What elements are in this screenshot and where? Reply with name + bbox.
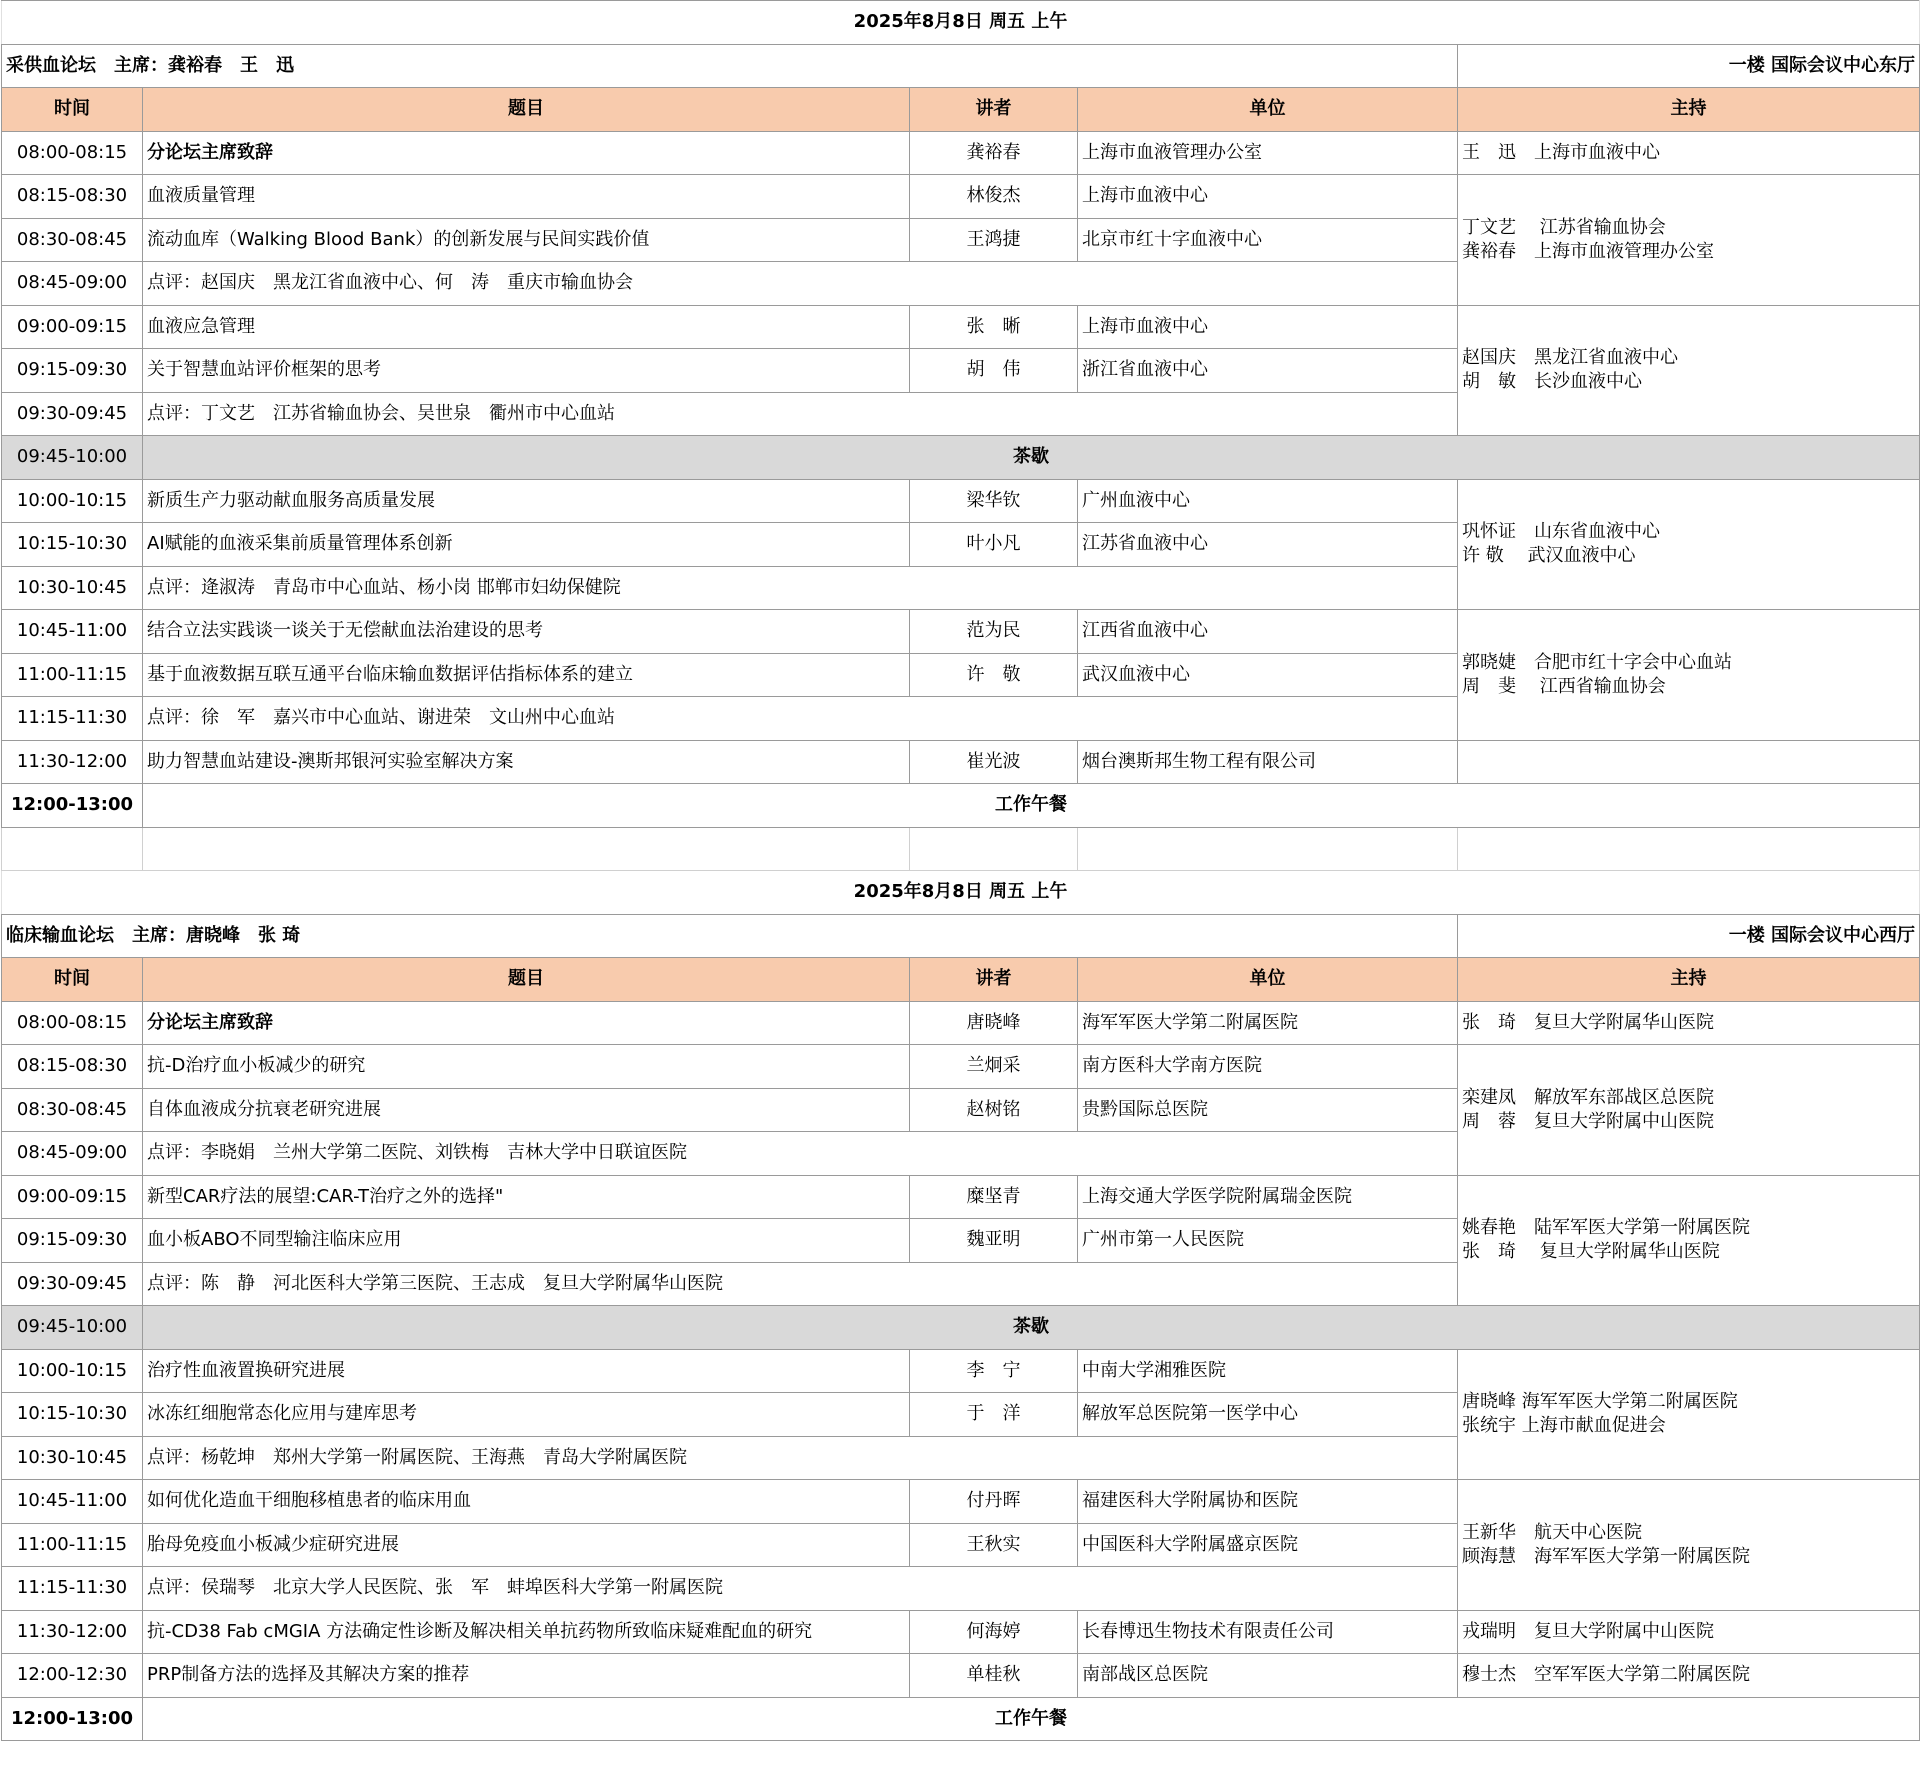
unit: 江西省血液中心 <box>1078 610 1458 654</box>
col-header-title: 题目 <box>143 88 910 132</box>
forum-chair-line: 临床输血论坛 主席：唐晓峰 张 琦 <box>2 914 1458 958</box>
col-header-host: 主持 <box>1458 88 1920 132</box>
host-line: 张 琦 复旦大学附属华山医院 <box>1462 1011 1714 1033</box>
talk-title: 基于血液数据互联互通平台临床输血数据评估指标体系的建立 <box>143 653 910 697</box>
time-cell: 09:45-10:00 <box>2 436 143 480</box>
time-cell: 12:00-13:00 <box>2 784 143 828</box>
comment-cell: 点评：逄淑涛 青岛市中心血站、杨小岗 邯郸市妇幼保健院 <box>143 566 1458 610</box>
host-line: 巩怀证 山东省血液中心 <box>1462 521 1660 543</box>
table-row <box>2 1654 1920 1698</box>
break-label: 茶歇 <box>143 1306 1920 1350</box>
speaker: 王秋实 <box>910 1523 1078 1567</box>
host-cell <box>1458 1349 1920 1480</box>
talk-title: 流动血库（Walking Blood Bank）的创新发展与民间实践价值 <box>143 218 910 262</box>
comment-cell: 点评：陈 静 河北医科大学第三医院、王志成 复旦大学附属华山医院 <box>143 1262 1458 1306</box>
session-forum-row <box>2 914 1920 958</box>
unit: 武汉血液中心 <box>1078 653 1458 697</box>
unit: 烟台澳斯邦生物工程有限公司 <box>1078 740 1458 784</box>
speaker: 龚裕春 <box>910 131 1078 175</box>
host-line: 赵国庆 黑龙江省血液中心 <box>1462 347 1678 369</box>
time-cell: 09:30-09:45 <box>2 1262 143 1306</box>
table-header-row <box>2 88 1920 132</box>
speaker: 于 洋 <box>910 1393 1078 1437</box>
time-cell: 08:15-08:30 <box>2 175 143 219</box>
host-line: 周 斐 江西省输血协会 <box>1462 675 1666 697</box>
speaker: 林俊杰 <box>910 175 1078 219</box>
unit: 解放军总医院第一医学中心 <box>1078 1393 1458 1437</box>
time-cell: 08:00-08:15 <box>2 131 143 175</box>
table-row <box>2 1349 1920 1393</box>
break-label: 茶歇 <box>143 436 1920 480</box>
host-line: 王 迅 上海市血液中心 <box>1462 141 1660 163</box>
session-date-row <box>2 1 1920 45</box>
table-row <box>2 1480 1920 1524</box>
host-line: 胡 敏 长沙血液中心 <box>1462 371 1642 393</box>
forum-chair-line: 采供血论坛 主席：龚裕春 王 迅 <box>2 44 1458 88</box>
comment-cell: 点评：丁文艺 江苏省输血协会、吴世泉 衢州市中心血站 <box>143 392 1458 436</box>
time-cell: 10:00-10:15 <box>2 479 143 523</box>
spacer-cell <box>1458 827 1920 871</box>
host-line: 栾建凤 解放军东部战区总医院 <box>1462 1086 1714 1108</box>
time-cell: 08:45-09:00 <box>2 262 143 306</box>
speaker: 胡 伟 <box>910 349 1078 393</box>
col-header-time: 时间 <box>2 958 143 1002</box>
host-line: 周 蓉 复旦大学附属中山医院 <box>1462 1110 1714 1132</box>
talk-title: 血液应急管理 <box>143 305 910 349</box>
talk-title: 结合立法实践谈一谈关于无偿献血法治建设的思考 <box>143 610 910 654</box>
time-cell: 10:30-10:45 <box>2 566 143 610</box>
time-cell: 11:30-12:00 <box>2 1610 143 1654</box>
unit: 中南大学湘雅医院 <box>1078 1349 1458 1393</box>
host-line: 郭晓婕 合肥市红十字会中心血站 <box>1462 651 1732 673</box>
col-header-unit: 单位 <box>1078 958 1458 1002</box>
session-date-row <box>2 871 1920 915</box>
talk-title: 如何优化造血干细胞移植患者的临床用血 <box>143 1480 910 1524</box>
talk-title: 自体血液成分抗衰老研究进展 <box>143 1088 910 1132</box>
table-row <box>2 305 1920 349</box>
speaker: 付丹晖 <box>910 1480 1078 1524</box>
time-cell: 09:15-09:30 <box>2 1219 143 1263</box>
host-line: 许 敬 武汉血液中心 <box>1462 545 1636 567</box>
speaker: 何海婷 <box>910 1610 1078 1654</box>
host-line: 姚春艳 陆军军医大学第一附属医院 <box>1462 1217 1750 1239</box>
time-cell: 10:45-11:00 <box>2 1480 143 1524</box>
speaker: 许 敬 <box>910 653 1078 697</box>
col-header-time: 时间 <box>2 88 143 132</box>
talk-title: 关于智慧血站评价框架的思考 <box>143 349 910 393</box>
speaker: 崔光波 <box>910 740 1078 784</box>
unit: 福建医科大学附属协和医院 <box>1078 1480 1458 1524</box>
table-row <box>2 1045 1920 1089</box>
host-line: 张统宇 上海市献血促进会 <box>1462 1415 1666 1437</box>
host-cell <box>1458 131 1920 175</box>
unit: 北京市红十字血液中心 <box>1078 218 1458 262</box>
col-header-speaker: 讲者 <box>910 958 1078 1002</box>
host-line: 张 琦 复旦大学附属华山医院 <box>1462 1241 1720 1263</box>
time-cell: 10:15-10:30 <box>2 1393 143 1437</box>
time-cell: 11:00-11:15 <box>2 1523 143 1567</box>
col-header-speaker: 讲者 <box>910 88 1078 132</box>
break-row <box>2 436 1920 480</box>
time-cell: 09:15-09:30 <box>2 349 143 393</box>
time-cell: 09:45-10:00 <box>2 1306 143 1350</box>
unit: 广州市第一人民医院 <box>1078 1219 1458 1263</box>
time-cell: 12:00-12:30 <box>2 1654 143 1698</box>
time-cell: 10:15-10:30 <box>2 523 143 567</box>
host-cell <box>1458 1610 1920 1654</box>
unit: 浙江省血液中心 <box>1078 349 1458 393</box>
host-line: 丁文艺 江苏省输血协会 <box>1462 216 1666 238</box>
talk-title: 助力智慧血站建设-澳斯邦银河实验室解决方案 <box>143 740 910 784</box>
session-forum-row <box>2 44 1920 88</box>
host-cell <box>1458 1480 1920 1611</box>
col-header-title: 题目 <box>143 958 910 1002</box>
speaker: 梁华钦 <box>910 479 1078 523</box>
talk-title: 新质生产力驱动献血服务高质量发展 <box>143 479 910 523</box>
comment-cell: 点评：赵国庆 黑龙江省血液中心、何 涛 重庆市输血协会 <box>143 262 1458 306</box>
time-cell: 11:15-11:30 <box>2 697 143 741</box>
time-cell: 09:30-09:45 <box>2 392 143 436</box>
speaker: 李 宁 <box>910 1349 1078 1393</box>
host-cell <box>1458 1045 1920 1176</box>
talk-title: 胎母免疫血小板减少症研究进展 <box>143 1523 910 1567</box>
comment-cell: 点评：杨乾坤 郑州大学第一附属医院、王海燕 青岛大学附属医院 <box>143 1436 1458 1480</box>
speaker: 范为民 <box>910 610 1078 654</box>
col-header-host: 主持 <box>1458 958 1920 1002</box>
speaker: 赵树铭 <box>910 1088 1078 1132</box>
talk-title: 血液质量管理 <box>143 175 910 219</box>
time-cell: 09:00-09:15 <box>2 1175 143 1219</box>
host-line: 王新华 航天中心医院 <box>1462 1521 1642 1543</box>
time-cell: 12:00-13:00 <box>2 1697 143 1741</box>
table-row <box>2 131 1920 175</box>
time-cell: 08:15-08:30 <box>2 1045 143 1089</box>
host-cell <box>1458 1175 1920 1306</box>
table-row <box>2 740 1920 784</box>
host-cell <box>1458 740 1920 784</box>
spacer-cell <box>2 827 143 871</box>
host-cell <box>1458 1654 1920 1698</box>
schedule-table <box>1 0 1920 1741</box>
unit: 上海市血液中心 <box>1078 175 1458 219</box>
break-label: 工作午餐 <box>143 784 1920 828</box>
host-line: 龚裕春 上海市血液管理办公室 <box>1462 240 1714 262</box>
speaker: 张 晰 <box>910 305 1078 349</box>
session-date: 2025年8月8日 周五 上午 <box>2 871 1920 915</box>
talk-title: 分论坛主席致辞 <box>143 131 910 175</box>
table-row <box>2 1610 1920 1654</box>
talk-title: 抗-CD38 Fab cMGIA 方法确定性诊断及解决相关单抗药物所致临床疑难配血的研究 <box>143 1610 910 1654</box>
host-line: 唐晓峰 海军军医大学第二附属医院 <box>1462 1391 1738 1413</box>
venue: 一楼 国际会议中心东厅 <box>1458 44 1920 88</box>
table-row <box>2 610 1920 654</box>
session-date: 2025年8月8日 周五 上午 <box>2 1 1920 45</box>
talk-title: PRP制备方法的选择及其解决方案的推荐 <box>143 1654 910 1698</box>
spacer-cell <box>143 827 910 871</box>
table-row <box>2 1001 1920 1045</box>
talk-title: AI赋能的血液采集前质量管理体系创新 <box>143 523 910 567</box>
speaker: 唐晓峰 <box>910 1001 1078 1045</box>
unit: 长春博迅生物技术有限责任公司 <box>1078 1610 1458 1654</box>
table-row <box>2 175 1920 219</box>
comment-cell: 点评：李晓娟 兰州大学第二医院、刘铁梅 吉林大学中日联谊医院 <box>143 1132 1458 1176</box>
speaker: 单桂秋 <box>910 1654 1078 1698</box>
host-line: 顾海慧 海军军医大学第一附属医院 <box>1462 1545 1750 1567</box>
talk-title: 血小板ABO不同型输注临床应用 <box>143 1219 910 1263</box>
host-cell <box>1458 1001 1920 1045</box>
break-row <box>2 1306 1920 1350</box>
unit: 中国医科大学附属盛京医院 <box>1078 1523 1458 1567</box>
table-row <box>2 1175 1920 1219</box>
talk-title: 抗-D治疗血小板减少的研究 <box>143 1045 910 1089</box>
lunch-row <box>2 1697 1920 1741</box>
unit: 江苏省血液中心 <box>1078 523 1458 567</box>
unit: 南部战区总医院 <box>1078 1654 1458 1698</box>
spacer-row <box>2 827 1920 871</box>
speaker: 叶小凡 <box>910 523 1078 567</box>
host-line: 穆士杰 空军军医大学第二附属医院 <box>1462 1664 1750 1686</box>
talk-title: 新型CAR疗法的展望:CAR-T治疗之外的选择" <box>143 1175 910 1219</box>
unit: 上海市血液中心 <box>1078 305 1458 349</box>
unit: 海军军医大学第二附属医院 <box>1078 1001 1458 1045</box>
host-cell <box>1458 175 1920 306</box>
speaker: 魏亚明 <box>910 1219 1078 1263</box>
time-cell: 11:15-11:30 <box>2 1567 143 1611</box>
time-cell: 08:45-09:00 <box>2 1132 143 1176</box>
time-cell: 08:00-08:15 <box>2 1001 143 1045</box>
table-header-row <box>2 958 1920 1002</box>
unit: 南方医科大学南方医院 <box>1078 1045 1458 1089</box>
venue: 一楼 国际会议中心西厅 <box>1458 914 1920 958</box>
speaker: 糜坚青 <box>910 1175 1078 1219</box>
time-cell: 08:30-08:45 <box>2 1088 143 1132</box>
time-cell: 10:45-11:00 <box>2 610 143 654</box>
time-cell: 10:00-10:15 <box>2 1349 143 1393</box>
talk-title: 分论坛主席致辞 <box>143 1001 910 1045</box>
host-cell <box>1458 610 1920 741</box>
time-cell: 11:30-12:00 <box>2 740 143 784</box>
time-cell: 11:00-11:15 <box>2 653 143 697</box>
host-cell <box>1458 479 1920 610</box>
spacer-cell <box>1078 827 1458 871</box>
comment-cell: 点评：徐 军 嘉兴市中心血站、谢进荣 文山州中心血站 <box>143 697 1458 741</box>
lunch-row <box>2 784 1920 828</box>
unit: 上海交通大学医学院附属瑞金医院 <box>1078 1175 1458 1219</box>
break-label: 工作午餐 <box>143 1697 1920 1741</box>
unit: 上海市血液管理办公室 <box>1078 131 1458 175</box>
col-header-unit: 单位 <box>1078 88 1458 132</box>
host-line: 戎瑞明 复旦大学附属中山医院 <box>1462 1620 1714 1642</box>
speaker: 王鸿捷 <box>910 218 1078 262</box>
unit: 贵黔国际总医院 <box>1078 1088 1458 1132</box>
unit: 广州血液中心 <box>1078 479 1458 523</box>
talk-title: 冰冻红细胞常态化应用与建库思考 <box>143 1393 910 1437</box>
speaker: 兰炯采 <box>910 1045 1078 1089</box>
time-cell: 08:30-08:45 <box>2 218 143 262</box>
spacer-cell <box>910 827 1078 871</box>
time-cell: 10:30-10:45 <box>2 1436 143 1480</box>
comment-cell: 点评：侯瑞琴 北京大学人民医院、张 军 蚌埠医科大学第一附属医院 <box>143 1567 1458 1611</box>
host-cell <box>1458 305 1920 436</box>
time-cell: 09:00-09:15 <box>2 305 143 349</box>
talk-title: 治疗性血液置换研究进展 <box>143 1349 910 1393</box>
table-row <box>2 479 1920 523</box>
